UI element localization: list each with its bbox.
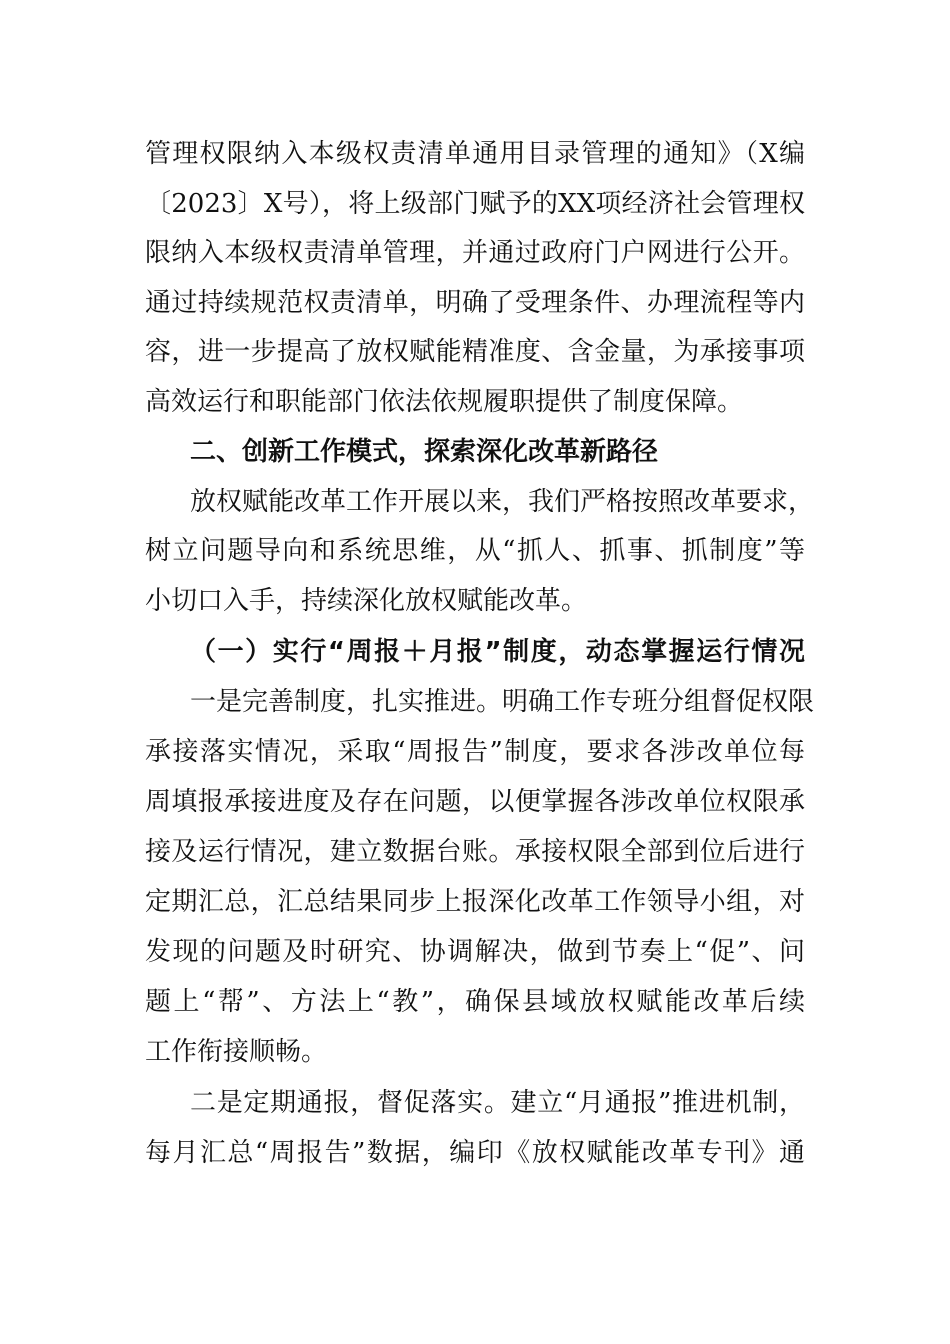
body-text-line: 树立问题导向和系统思维，从“抓人、抓事、抓制度”等 (145, 536, 805, 566)
body-text-line: 〔2023〕X号），将上级部门赋予的XX项经济社会管理权 (145, 189, 805, 219)
body-text-line: 每月汇总“周报告”数据，编印《放权赋能改革专刊》通 (145, 1138, 805, 1168)
body-text-line: 小切口入手，持续深化放权赋能改革。 (145, 586, 588, 616)
body-text-line: 发现的问题及时研究、协调解决，做到节奏上“促”、问 (145, 937, 805, 967)
body-text-line: 通过持续规范权责清单，明确了受理条件、办理流程等内 (145, 288, 805, 318)
body-text-line: 工作衔接顺畅。 (145, 1037, 328, 1067)
body-text-line: 定期汇总，汇总结果同步上报深化改革工作领导小组，对 (145, 887, 805, 917)
body-text-line: 限纳入本级权责清单管理，并通过政府门户网进行公开。 (145, 238, 805, 268)
paragraph-first-line: 二是定期通报，督促落实。建立“月通报”推进机制， (190, 1088, 805, 1118)
body-text-line: 高效运行和职能部门依法依规履职提供了制度保障。 (145, 387, 744, 417)
body-text-line: 承接落实情况，采取“周报告”制度，要求各涉改单位每 (145, 737, 805, 767)
body-text-line: 管理权限纳入本级权责清单通用目录管理的通知》（X编 (145, 139, 805, 169)
body-text-line: 容，进一步提高了放权赋能精准度、含金量，为承接事项 (145, 337, 805, 367)
paragraph-first-line: 放权赋能改革工作开展以来，我们严格按照改革要求， (190, 487, 815, 517)
paragraph-first-line: 一是完善制度，扎实推进。明确工作专班分组督促权限 (190, 687, 815, 717)
subsection-heading: （一）实行“周报＋月报”制度，动态掌握运行情况 (190, 637, 805, 667)
body-text-line: 题上“帮”、方法上“教”，确保县域放权赋能改革后续 (145, 987, 805, 1017)
section-heading: 二、创新工作模式，探索深化改革新路径 (190, 437, 659, 467)
body-text-line: 周填报承接进度及存在问题，以便掌握各涉改单位权限承 (145, 787, 805, 817)
body-text-line: 接及运行情况，建立数据台账。承接权限全部到位后进行 (145, 837, 805, 867)
